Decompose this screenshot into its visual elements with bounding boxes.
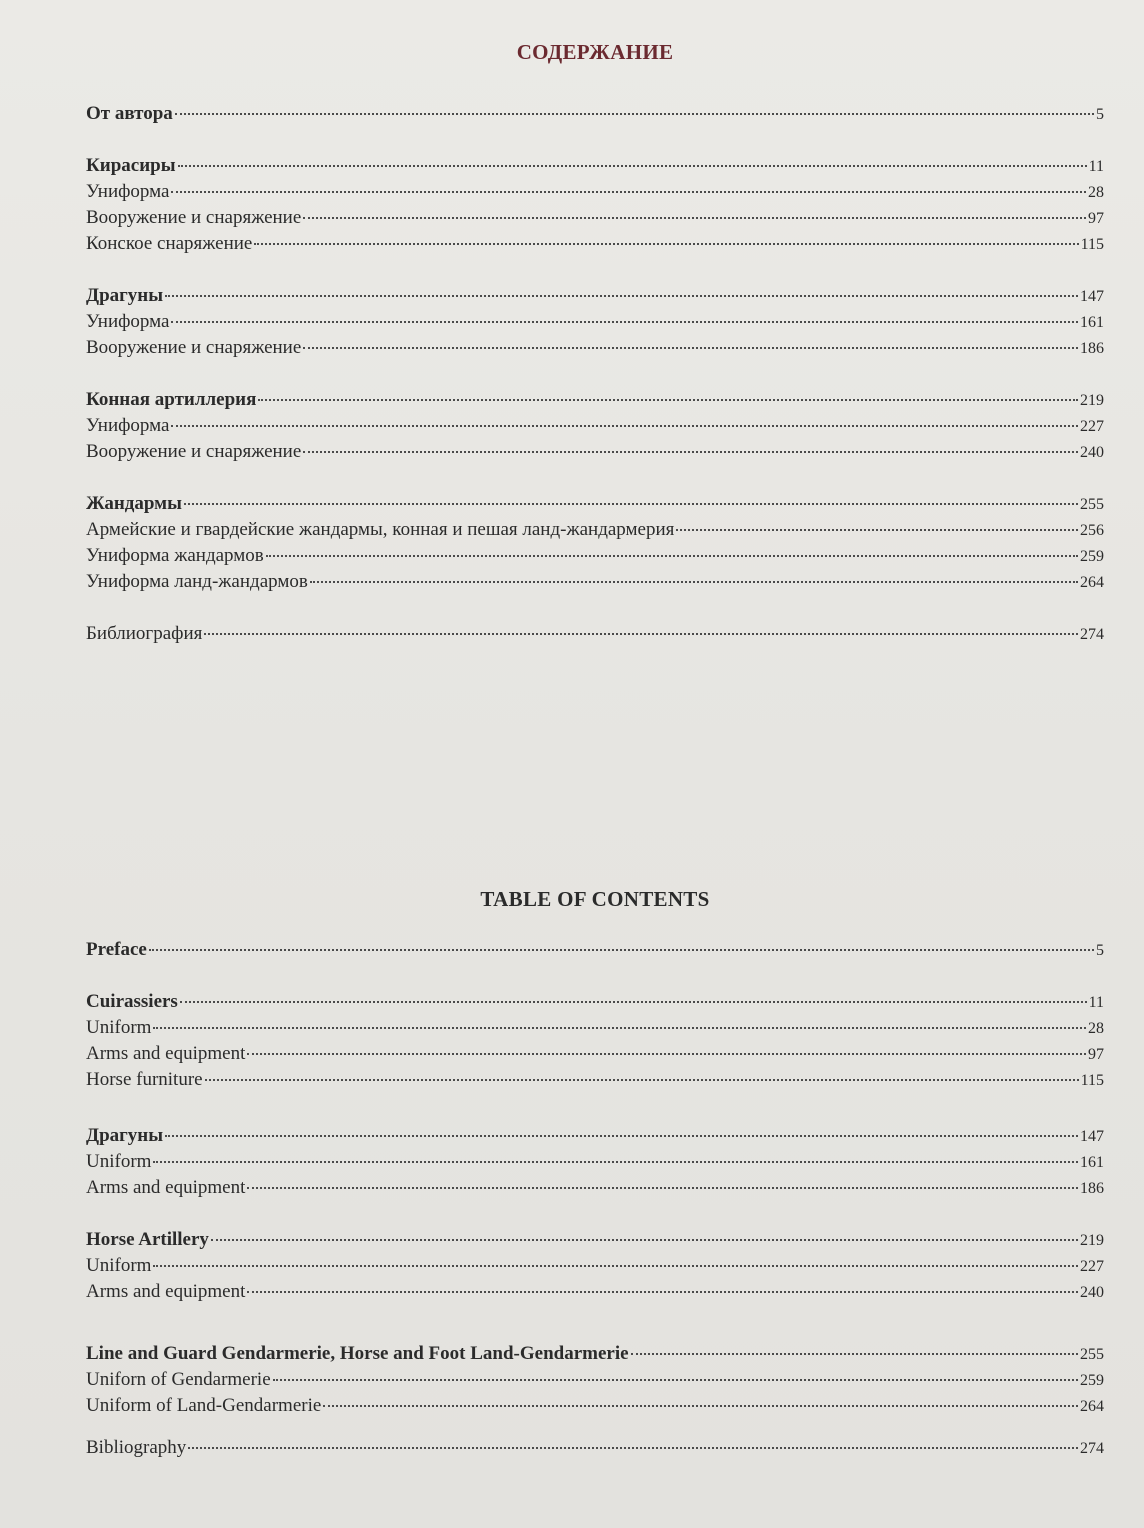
toc-entry-page-number: 147 [1080, 1128, 1104, 1145]
toc-entry-label: Horse Artillery [86, 1229, 209, 1250]
toc-entry [86, 1368, 1104, 1392]
toc-entry-page-number: 259 [1080, 548, 1104, 565]
toc-entry-page-number: 255 [1080, 496, 1104, 513]
toc-entry [86, 570, 1104, 594]
dot-leader [303, 217, 1086, 219]
toc-entry-label: Униформа [86, 311, 170, 332]
toc-entry [86, 336, 1104, 360]
russian-toc-heading: СОДЕРЖАНИЕ [516, 40, 674, 64]
toc-entry-label: Униформа [86, 181, 170, 202]
toc-entry [86, 1342, 1104, 1366]
toc-entry-label: Horse furniture [86, 1069, 203, 1090]
toc-entry-page-number: 264 [1080, 574, 1104, 591]
toc-entry-label: Армейские и гвардейские жандармы, конная и пешая ланд-жандармерия [86, 519, 675, 540]
toc-entry [86, 1176, 1104, 1200]
toc-entry-page-number: 186 [1080, 340, 1104, 357]
toc-entry-page-number: 219 [1080, 1232, 1104, 1249]
dot-leader [171, 425, 1078, 427]
toc-entry-label: Preface [86, 939, 147, 960]
dot-leader [676, 529, 1078, 531]
toc-entry-label: Униформа [86, 415, 170, 436]
dot-leader [303, 347, 1078, 349]
dot-leader [180, 1001, 1087, 1003]
dot-leader [165, 295, 1078, 297]
toc-entry-page-number: 255 [1080, 1346, 1104, 1363]
toc-entry-page-number: 161 [1080, 314, 1104, 331]
toc-entry-page-number: 259 [1080, 1372, 1104, 1389]
toc-entry [86, 1280, 1104, 1304]
dot-leader [266, 555, 1078, 557]
toc-entry-label: Cuirassiers [86, 991, 178, 1012]
toc-entry-page-number: 115 [1080, 236, 1104, 253]
toc-entry-label: Кирасиры [86, 155, 176, 176]
toc-entry-page-number: 147 [1080, 288, 1104, 305]
toc-entry-label: Uniform [86, 1017, 152, 1038]
toc-entry [86, 206, 1104, 230]
toc-entry [86, 1394, 1104, 1418]
toc-entry-label: Arms and equipment [86, 1043, 246, 1064]
toc-entry-label: Uniform of Land-Gendarmerie [86, 1395, 322, 1416]
toc-entry [86, 1150, 1104, 1174]
dot-leader [323, 1405, 1078, 1407]
dot-leader [153, 1161, 1078, 1163]
toc-entry-page-number: 264 [1080, 1398, 1104, 1415]
toc-entry [86, 154, 1104, 178]
toc-entry [86, 388, 1104, 412]
dot-leader [175, 113, 1094, 115]
toc-entry-page-number: 28 [1088, 184, 1104, 201]
toc-entry-label: Uniform [86, 1255, 152, 1276]
toc-entry-page-number: 227 [1080, 418, 1104, 435]
toc-entry-page-number: 5 [1096, 942, 1104, 959]
english-toc-heading: TABLE OF CONTENTS [480, 887, 710, 911]
toc-entry [86, 622, 1104, 646]
toc-entry-label: Униформа ланд-жандармов [86, 571, 308, 592]
toc-entry-page-number: 161 [1080, 1154, 1104, 1171]
dot-leader [258, 399, 1078, 401]
toc-entry-label: Униформа жандармов [86, 545, 264, 566]
toc-entry [86, 102, 1104, 126]
toc-entry-page-number: 11 [1088, 158, 1104, 175]
dot-leader [310, 581, 1078, 583]
dot-leader [303, 451, 1078, 453]
dot-leader [184, 503, 1078, 505]
toc-entry [86, 990, 1104, 1014]
toc-entry-label: Arms and equipment [86, 1177, 246, 1198]
toc-entry-page-number: 219 [1080, 392, 1104, 409]
dot-leader [153, 1027, 1086, 1029]
toc-entry-page-number: 240 [1080, 1284, 1104, 1301]
dot-leader [247, 1291, 1078, 1293]
toc-entry [86, 440, 1104, 464]
toc-entry [86, 180, 1104, 204]
dot-leader [149, 949, 1094, 951]
toc-entry-page-number: 115 [1080, 1072, 1104, 1089]
toc-entry-page-number: 256 [1080, 522, 1104, 539]
dot-leader [171, 191, 1086, 193]
dot-leader [171, 321, 1078, 323]
toc-entry-label: От автора [86, 103, 173, 124]
dot-leader [178, 165, 1087, 167]
toc-entry [86, 232, 1104, 256]
dot-leader [254, 243, 1078, 245]
toc-entry-label: Библиография [86, 623, 203, 644]
toc-entry [86, 1042, 1104, 1066]
dot-leader [273, 1379, 1078, 1381]
toc-entry-page-number: 274 [1080, 626, 1104, 643]
toc-entry-label: Вооружение и снаряжение [86, 207, 302, 228]
dot-leader [247, 1187, 1078, 1189]
toc-entry-label: Line and Guard Gendarmerie, Horse and Foot Land-Gendarmerie [86, 1343, 629, 1364]
toc-entry-page-number: 227 [1080, 1258, 1104, 1275]
toc-entry-label: Драгуны [86, 1125, 164, 1146]
toc-entry [86, 414, 1104, 438]
dot-leader [211, 1239, 1078, 1241]
toc-entry-page-number: 274 [1080, 1440, 1104, 1457]
toc-entry [86, 1254, 1104, 1278]
toc-entry [86, 310, 1104, 334]
dot-leader [247, 1053, 1086, 1055]
toc-entry [86, 1124, 1104, 1148]
toc-entry [86, 1068, 1104, 1092]
toc-entry-label: Жандармы [86, 493, 182, 514]
toc-entry-page-number: 28 [1088, 1020, 1104, 1037]
dot-leader [205, 1079, 1079, 1081]
toc-entry-label: Вооружение и снаряжение [86, 441, 302, 462]
toc-entry-label: Вооружение и снаряжение [86, 337, 302, 358]
toc-entry [86, 1228, 1104, 1252]
dot-leader [188, 1447, 1078, 1449]
toc-entry-label: Конское снаряжение [86, 233, 253, 254]
toc-entry [86, 938, 1104, 962]
dot-leader [204, 633, 1078, 635]
toc-entry-label: Arms and equipment [86, 1281, 246, 1302]
toc-entry [86, 1016, 1104, 1040]
dot-leader [631, 1353, 1078, 1355]
toc-entry-label: Драгуны [86, 285, 164, 306]
toc-entry [86, 1436, 1104, 1460]
dot-leader [153, 1265, 1078, 1267]
toc-entry [86, 492, 1104, 516]
toc-entry-label: Конная артиллерия [86, 389, 257, 410]
toc-entry-page-number: 97 [1088, 210, 1104, 227]
toc-entry-page-number: 11 [1088, 994, 1104, 1011]
toc-entry-page-number: 5 [1096, 106, 1104, 123]
toc-entry-label: Uniform [86, 1151, 152, 1172]
toc-entry [86, 544, 1104, 568]
toc-entry [86, 518, 1104, 542]
toc-entry [86, 284, 1104, 308]
toc-entry-label: Bibliography [86, 1437, 187, 1458]
toc-entry-page-number: 240 [1080, 444, 1104, 461]
toc-entry-page-number: 186 [1080, 1180, 1104, 1197]
dot-leader [165, 1135, 1078, 1137]
toc-entry-label: Uniforn of Gendarmerie [86, 1369, 271, 1390]
toc-entry-page-number: 97 [1088, 1046, 1104, 1063]
